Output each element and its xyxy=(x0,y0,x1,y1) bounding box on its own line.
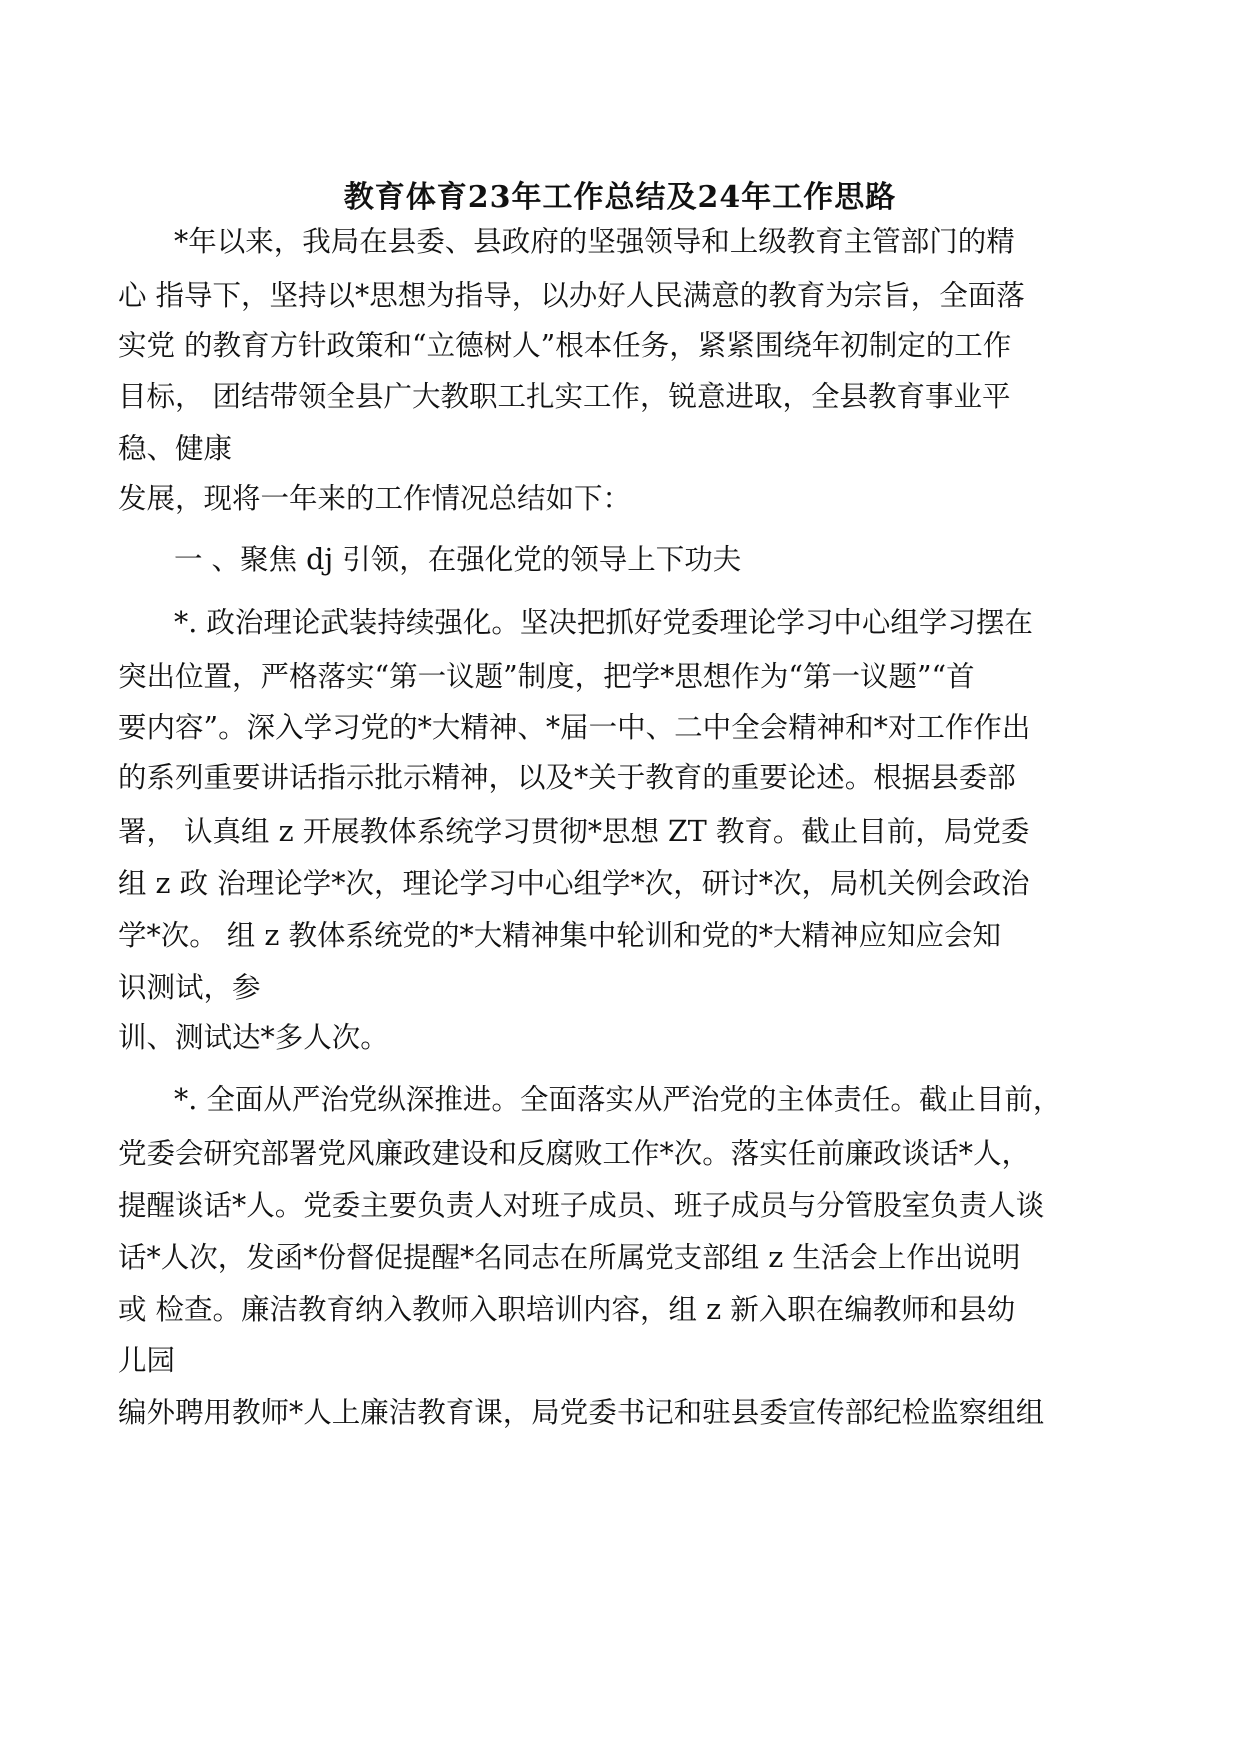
paragraph-line: 署， 认真组 z 开展教体系统学习贯彻*思想 ZT 教育。截止目前，局党委 xyxy=(118,815,1030,848)
paragraph-line: 编外聘用教师*人上廉洁教育课，局党委书记和驻县委宣传部纪检监察组组 xyxy=(118,1396,1045,1429)
paragraph-line: 训、测试达*多人次。 xyxy=(118,1021,389,1054)
paragraph-line: 识测试，参 xyxy=(118,971,261,1004)
paragraph-line: 目标， 团结带领全县广大教职工扎实工作，锐意进取，全县教育事业平 xyxy=(118,380,1011,413)
paragraph-line: 发展，现将一年来的工作情况总结如下： xyxy=(118,482,632,515)
paragraph-line: 提醒谈话*人。党委主要负责人对班子成员、班子成员与分管股室负责人谈 xyxy=(118,1189,1045,1222)
paragraph-line: 实党 的教育方针政策和“立德树人”根本任务，紧紧围绕年初制定的工作 xyxy=(118,329,1012,362)
paragraph-line: 学*次。 组 z 教体系统党的*大精神集中轮训和党的*大精神应知应会知 xyxy=(118,919,1001,952)
paragraph-line: *. 全面从严治党纵深推进。全面落实从严治党的主体责任。截止目前， xyxy=(174,1083,1062,1116)
paragraph-line: 儿园 xyxy=(118,1344,176,1377)
paragraph-line: *年以来，我局在县委、县政府的坚强领导和上级教育主管部门的精 xyxy=(174,225,1015,258)
paragraph-line: 要内容”。深入学习党的*大精神、*届一中、二中全会精神和*对工作作出 xyxy=(118,711,1031,744)
document-title: 教育体育23年工作总结及24年工作思路 xyxy=(343,180,897,215)
paragraph-line: 稳、健康 xyxy=(118,432,233,465)
paragraph-line: *. 政治理论武装持续强化。坚决把抓好党委理论学习中心组学习摆在 xyxy=(174,606,1033,639)
paragraph-line: 话*人次，发函*份督促提醒*名同志在所属党支部组 z 生活会上作出说明 xyxy=(118,1241,1021,1274)
paragraph-line: 组 z 政 治理论学*次，理论学习中心组学*次，研讨*次，局机关例会政治 xyxy=(118,867,1030,900)
paragraph-line: 突出位置，严格落实“第一议题”制度，把学*思想作为“第一议题”“首 xyxy=(118,660,975,693)
paragraph-line: 党委会研究部署党风廉政建设和反腐败工作*次。落实任前廉政谈话*人， xyxy=(118,1137,1031,1170)
paragraph-line: 或 检查。廉洁教育纳入教师入职培训内容，组 z 新入职在编教师和县幼 xyxy=(118,1293,1016,1326)
section-heading: 一 、聚焦 dj 引领，在强化党的领导上下功夫 xyxy=(174,543,742,576)
paragraph-line: 心 指导下，坚持以*思想为指导，以办好人民满意的教育为宗旨，全面落 xyxy=(118,279,1025,312)
paragraph-line: 的系列重要讲话指示批示精神，以及*关于教育的重要论述。根据县委部 xyxy=(118,761,1016,794)
